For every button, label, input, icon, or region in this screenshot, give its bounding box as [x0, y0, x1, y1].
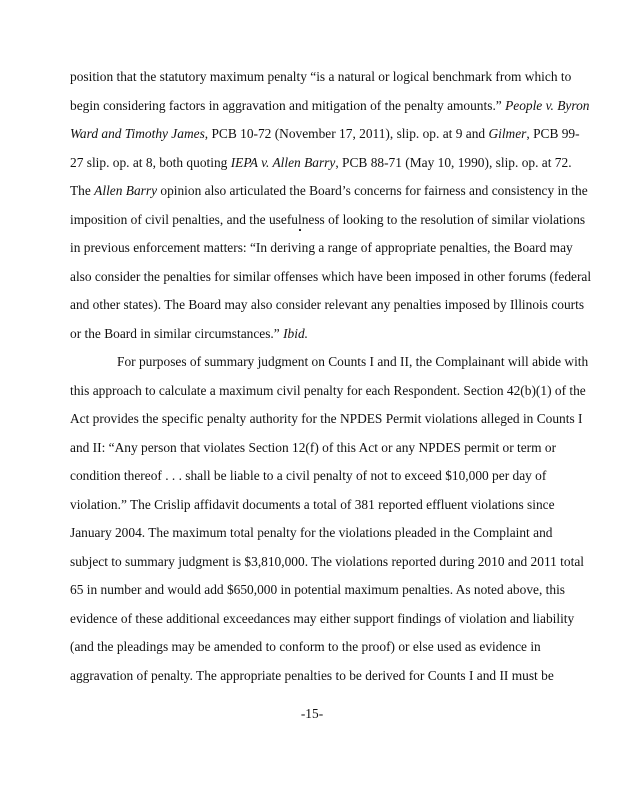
text-segment: (and the pleadings may be amended to conform to the proof) or else used as evidence in	[70, 639, 541, 654]
text-segment: also consider the penalties for similar offenses which have been imposed in other forums (federal	[70, 268, 592, 284]
italic-citation: Ibid.	[283, 325, 308, 341]
text-line	[70, 212, 585, 228]
italic-citation: Ward and Timothy James	[70, 126, 205, 141]
italic-citation: Allen Barry	[94, 183, 158, 198]
text-line	[70, 98, 589, 114]
text-segment: 65 in number and would add $650,000 in potential maximum penalties. As noted above, this	[70, 582, 566, 597]
text-segment: January 2004. The maximum total penalty for the violations pleaded in the Complaint and	[70, 525, 553, 540]
text-segment: begin considering factors in aggravation and mitigation of the penalty amounts.”	[70, 97, 506, 113]
text-segment: subject to summary judgment is $3,810,000. The violations reported during 2010 and 2011 total	[70, 553, 584, 569]
text-line	[70, 440, 556, 456]
text-line	[70, 582, 565, 598]
text-line	[70, 126, 580, 142]
text-line	[70, 468, 546, 484]
text-segment: , PCB 88-71 (May 10, 1990), slip. op. at 72.	[335, 154, 572, 170]
italic-citation: People v. Byron	[505, 97, 590, 113]
text-line	[70, 525, 552, 541]
text-segment: and II: “Any person that violates Section 12(f) of this Act or any NPDES permit or term or	[70, 439, 557, 455]
text-line	[70, 554, 584, 570]
text-line	[70, 269, 591, 285]
text-segment: , PCB 99-	[526, 126, 580, 141]
text-segment: The	[70, 183, 95, 198]
italic-citation: Gilmer	[488, 126, 527, 141]
text-segment: position that the statutory maximum penalty “is a natural or logical benchmark from which to	[70, 69, 572, 84]
text-line	[70, 183, 588, 199]
text-segment: violation.” The Crislip affidavit documents a total of 381 reported effluent violations since	[70, 496, 555, 512]
text-segment: evidence of these additional exceedances may either support findings of violation and liability	[70, 610, 575, 626]
text-line	[70, 69, 571, 85]
text-segment: and other states). The Board may also consider relevant any penalties imposed by Illinois courts	[70, 297, 585, 312]
text-line	[70, 383, 586, 399]
text-segment: 27 slip. op. at 8, both quoting	[70, 154, 231, 170]
text-segment: this approach to calculate a maximum civil penalty for each Respondent. Section 42(b)(1) of the	[70, 382, 586, 398]
text-line	[70, 240, 573, 256]
text-line	[117, 354, 588, 370]
text-line	[70, 611, 574, 627]
scan-speck	[299, 229, 301, 231]
text-line	[70, 411, 582, 427]
text-line	[70, 668, 554, 684]
text-line	[70, 639, 541, 655]
text-segment: opinion also articulated the Board’s concerns for fairness and consistency in the	[157, 183, 588, 198]
text-segment: condition thereof . . . shall be liable to a civil penalty of not to exceed $10,000 per day of	[70, 468, 547, 483]
text-segment: imposition of civil penalties, and the usefulness of looking to the resolution of similar violations	[70, 211, 586, 227]
text-line	[70, 326, 308, 342]
text-line	[70, 297, 584, 313]
page-number: -15-	[300, 706, 324, 721]
text-segment: aggravation of penalty. The appropriate penalties to be derived for Counts I and II must be	[70, 667, 554, 683]
text-segment: in previous enforcement matters: “In deriving a range of appropriate penalties, the Board may	[70, 240, 573, 255]
text-line	[70, 155, 572, 171]
italic-citation: IEPA v. Allen Barry	[230, 154, 336, 170]
text-segment: Act provides the specific penalty authority for the NPDES Permit violations alleged in Counts I	[70, 411, 583, 426]
text-segment: , PCB 10-72 (November 17, 2011), slip. op. at 9 and	[204, 126, 489, 141]
text-segment: For purposes of summary judgment on Counts I and II, the Complainant will abide with	[117, 354, 589, 369]
text-segment: or the Board in similar circumstances.”	[70, 325, 284, 341]
text-line	[70, 497, 555, 513]
